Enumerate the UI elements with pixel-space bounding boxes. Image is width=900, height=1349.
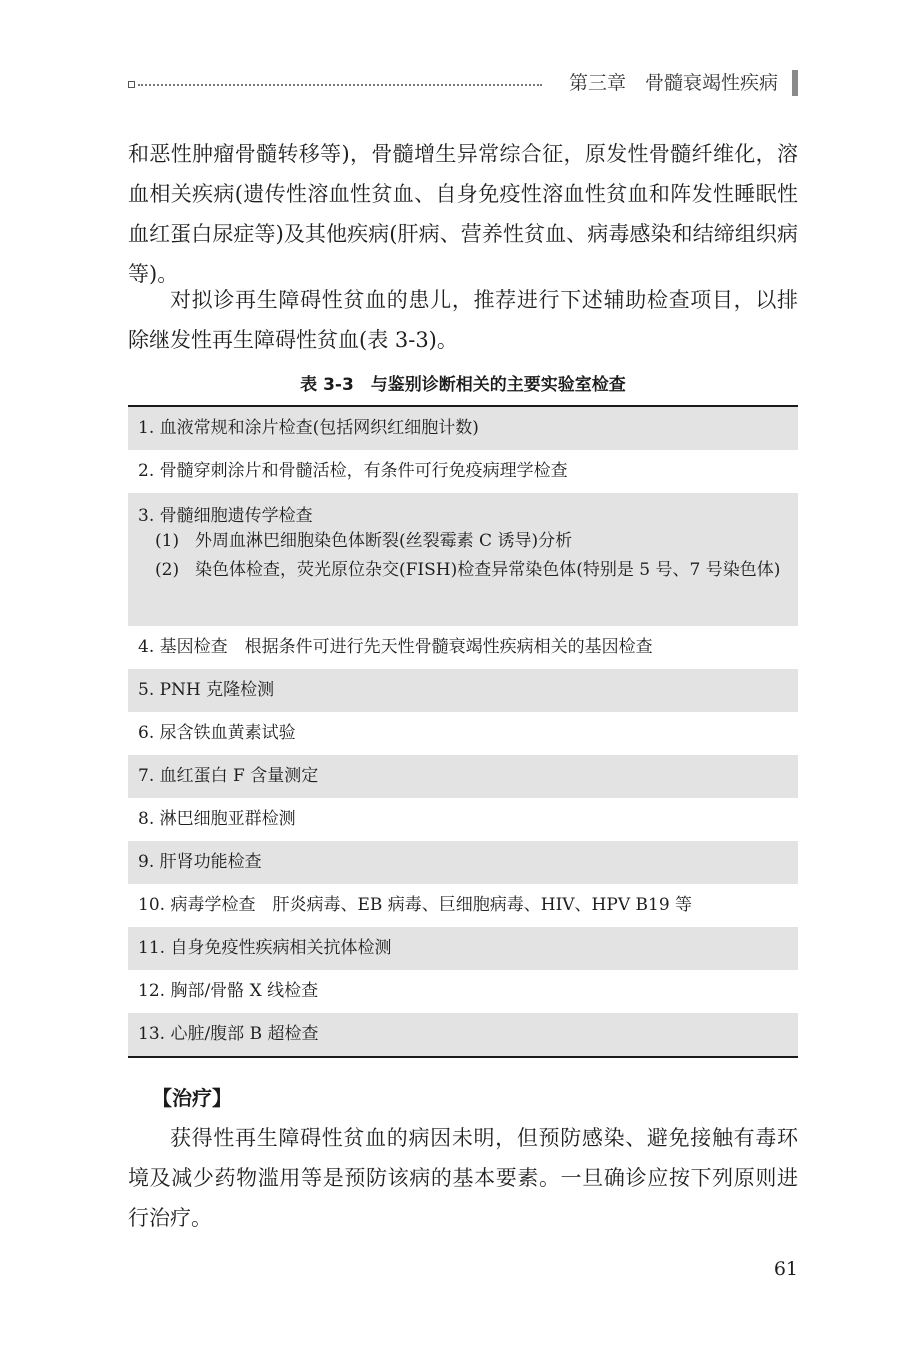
lab-tests-table bbox=[128, 405, 798, 1058]
table-row-title: 3. 骨髓细胞遗传学检查 bbox=[138, 506, 313, 526]
subitem-number: (2) bbox=[155, 560, 180, 580]
body-paragraph-1: 和恶性肿瘤骨髓转移等)，骨髓增生异常综合征，原发性骨髓纤维化，溶血相关疾病(遗传性溶血性贫血、自身免疫性溶血性贫血和阵发性睡眠性血红蛋白尿症等)及其他疾病(肝病、营养性贫血、病毒感染和结缔组织病等)。 bbox=[128, 142, 798, 286]
table-row: 9. 肝肾功能检查 bbox=[128, 841, 798, 884]
subitem-text: 外周血淋巴细胞染色体断裂(丝裂霉素 C 诱导)分析 bbox=[195, 531, 573, 551]
table-row: 4. 基因检查 根据条件可进行先天性骨髓衰竭性疾病相关的基因检查 bbox=[138, 637, 653, 657]
subitem-number: (1) bbox=[155, 531, 180, 551]
running-header bbox=[128, 66, 798, 102]
table-row: 7. 血红蛋白 F 含量测定 bbox=[128, 755, 798, 798]
page-number: 61 bbox=[773, 1258, 798, 1280]
body-paragraph-2: 对拟诊再生障碍性贫血的患儿，推荐进行下述辅助检查项目，以排除继发性再生障碍性贫血(表 3-3)。 bbox=[128, 288, 798, 352]
table-row: 11. 自身免疫性疾病相关抗体检测 bbox=[128, 927, 798, 970]
table-row: 10. 病毒学检查 肝炎病毒、EB 病毒、巨细胞病毒、HIV、HPV B19 等 bbox=[138, 895, 693, 915]
table-row: 12. 胸部/骨骼 X 线检查 bbox=[138, 981, 319, 1001]
table-row: 6. 尿含铁血黄素试验 bbox=[138, 723, 296, 743]
table-row: 8. 淋巴细胞亚群检测 bbox=[138, 809, 296, 829]
table-caption: 表 3-3 与鉴别诊断相关的主要实验室检查 bbox=[300, 375, 626, 395]
treatment-paragraph: 获得性再生障碍性贫血的病因未明，但预防感染、避免接触有毒环境及减少药物滥用等是预防该病的基本要素。一旦确诊应按下列原则进行治疗。 bbox=[128, 1126, 798, 1230]
treatment-heading: 【治疗】 bbox=[152, 1086, 232, 1110]
header-square-marker bbox=[128, 81, 135, 88]
subitem-text: 染色体检查，荧光原位杂交(FISH)检查异常染色体(特别是 5 号、7 号染色体) bbox=[195, 560, 781, 580]
list-item bbox=[138, 527, 798, 556]
table-row bbox=[128, 493, 798, 626]
table-row: 13. 心脏/腹部 B 超检查 bbox=[128, 1013, 798, 1056]
header-dotted-rule bbox=[138, 84, 542, 86]
table-row: 2. 骨髓穿刺涂片和骨髓活检，有条件可行免疫病理学检查 bbox=[138, 461, 568, 481]
list-item bbox=[138, 556, 798, 585]
table-row: 1. 血液常规和涂片检查(包括网织红细胞计数) bbox=[128, 407, 798, 450]
chapter-title: 第三章 骨髓衰竭性疾病 bbox=[568, 72, 778, 94]
table-row: 5. PNH 克隆检测 bbox=[128, 669, 798, 712]
header-side-bar bbox=[792, 70, 798, 96]
subitem-list bbox=[138, 527, 798, 585]
